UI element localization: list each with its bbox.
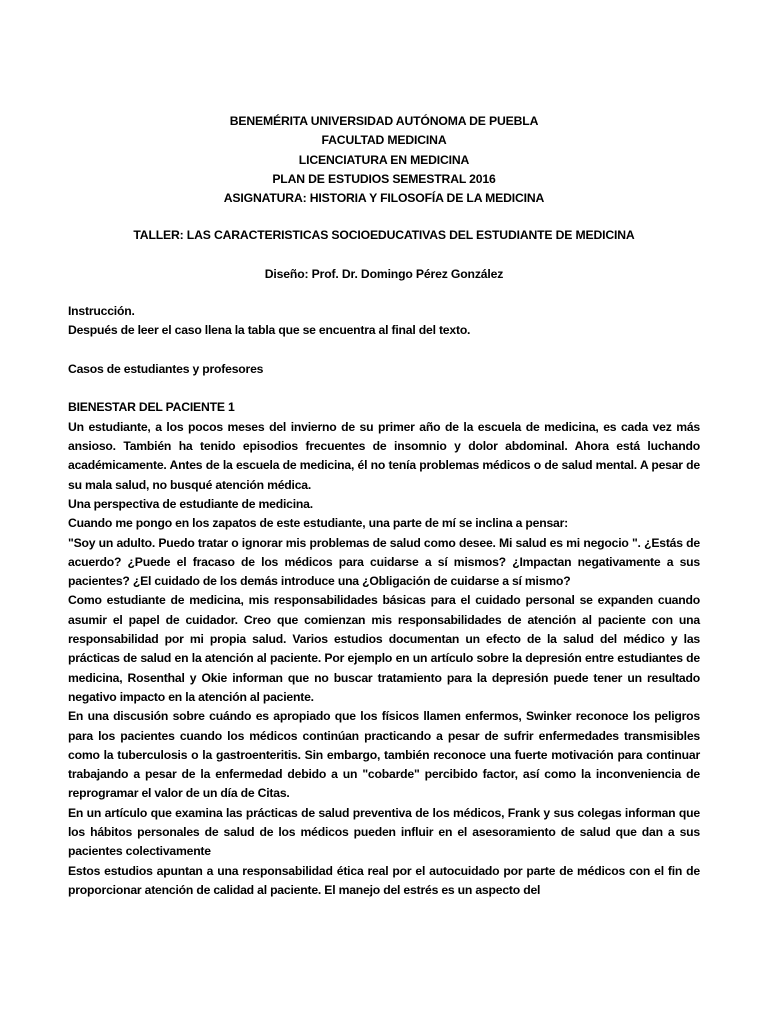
instruction-text: Después de leer el caso llena la tabla que se encuentra al final del texto. (68, 323, 471, 338)
study-plan: PLAN DE ESTUDIOS SEMESTRAL 2016 (272, 171, 496, 186)
paragraph-swinker: En una discusión sobre cuándo es apropiado que los físicos llamen enfermos, Swinker reconoce los peligros para los pacientes cuando los médicos continúan practicando a pesar de sufrir enfermedades transmisibles como la tuberculosis o la gastroenteritis. Sin embargo, también reconoce una fuerte motivación para continuar trabajando a pesar de la enfermedad debido a un "cobarde" percibido factor, así como la inconveniencia de reprogramar el valor de un día de Citas. (68, 709, 700, 801)
paragraph-quote: "Soy un adulto. Puedo tratar o ignorar mis problemas de salud como desee. Mi salud es mi negocio ". ¿Estás de acuerdo? ¿Puede el fracaso de los médicos para cuidarse a sí mismos? ¿Impactan negativamente a sus pacientes? ¿El cuidado de los demás introduce una ¿Obligación de cuidarse a sí mismo? (68, 535, 700, 589)
workshop-title: TALLER: LAS CARACTERISTICAS SOCIOEDUCATIVAS DEL ESTUDIANTE DE MEDICINA (133, 228, 635, 242)
instruction-title: Instrucción. (68, 304, 135, 318)
paragraph-perspective: Una perspectiva de estudiante de medicina. (68, 496, 313, 511)
section-title: BIENESTAR DEL PACIENTE 1 (68, 400, 235, 415)
paragraph-responsibilities: Como estudiante de medicina, mis responsabilidades básicas para el cuidado personal se expanden cuando asumir el papel de cuidador. Creo que comienzan mis responsabilidades de atención al paciente con una responsabilidad por mi propia salud. Varios estudios documentan un efecto de la salud del médico y las prácticas de salud en la atención al paciente. Por ejemplo en un artículo sobre la depresión entre estudiantes de medicina, Rosenthal y Okie informan que no buscar tratamiento para la depresión puede tener un resultado negativo impacto en la atención al paciente. (68, 593, 700, 704)
document-body (68, 302, 700, 900)
subject-name: ASIGNATURA: HISTORIA Y FILOSOFÍA DE LA MEDICINA (223, 191, 545, 206)
faculty-name: FACULTAD MEDICINA (321, 133, 447, 148)
degree-name: LICENCIATURA EN MEDICINA (298, 152, 470, 167)
university-name: BENEMÉRITA UNIVERSIDAD AUTÓNOMA DE PUEBLA (229, 114, 539, 128)
paragraph-frank: En un artículo que examina las prácticas de salud preventiva de los médicos, Frank y sus colegas informan que los hábitos personales de salud de los médicos pueden influir en el asesoramiento de salud que dan a sus pacientes colectivamente (68, 805, 700, 859)
paragraph-shoes: Cuando me pongo en los zapatos de este estudiante, una parte de mí se inclina a pensar: (68, 516, 569, 531)
design-credit: Diseño: Prof. Dr. Domingo Pérez González (264, 267, 504, 281)
paragraph-studies: Estos estudios apuntan a una responsabilidad ética real por el autocuidado por parte de médicos con el fin de proporcionar atención de calidad al paciente. El manejo del estrés es un aspecto del (68, 863, 700, 897)
document-header (0, 112, 768, 208)
cases-title: Casos de estudiantes y profesores (68, 361, 264, 376)
paragraph-case: Un estudiante, a los pocos meses del invierno de su primer año de la escuela de medicina, es cada vez más ansioso. También ha tenido episodios frecuentes de insomnio y dolor abdominal. Ahora está luchando académicamente. Antes de la escuela de medicina, él no tenía problemas médicos o de salud mental. A pesar de su mala salud, no busqué atención médica. (68, 419, 700, 492)
